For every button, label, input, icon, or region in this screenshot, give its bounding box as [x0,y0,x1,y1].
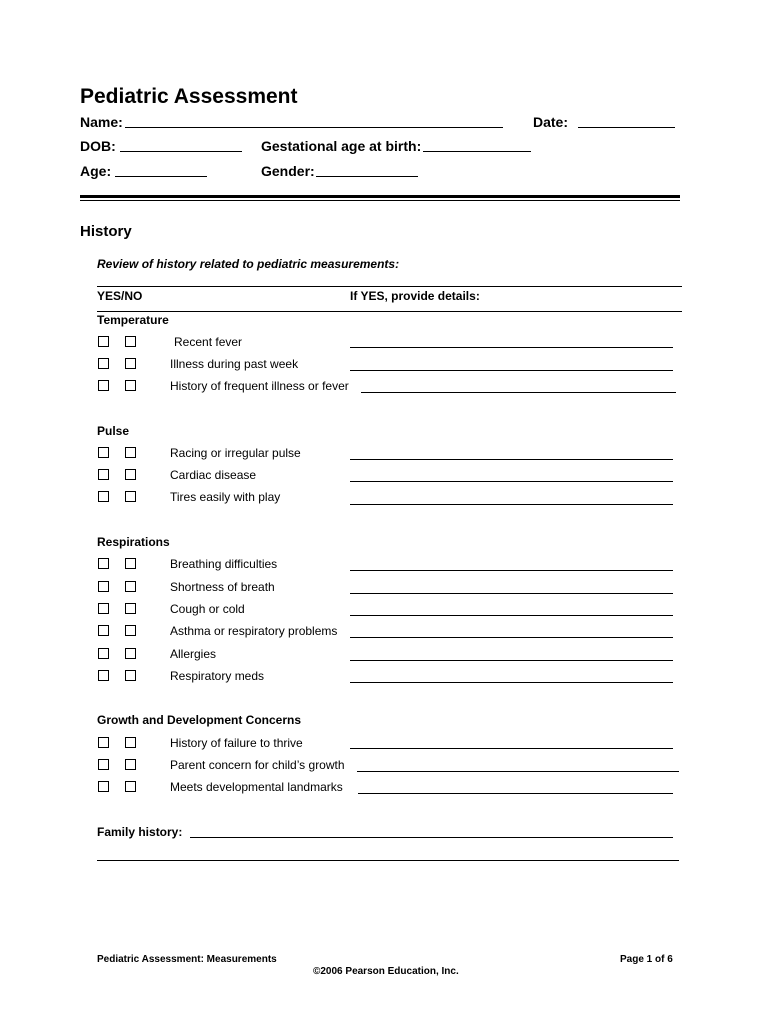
family-history-field-line2[interactable] [97,860,679,861]
yes-checkbox[interactable] [98,648,109,659]
no-checkbox[interactable] [125,581,136,592]
details-field[interactable] [350,660,673,661]
item-label: History of failure to thrive [170,736,303,750]
history-instruction: Review of history related to pediatric measurements: [97,257,400,271]
gestational-age-field[interactable] [423,151,531,152]
no-checkbox[interactable] [125,469,136,480]
name-label: Name: [80,114,123,130]
footer-page-number: Page 1 of 6 [620,954,673,965]
table-top-rule [97,286,682,287]
details-field[interactable] [350,370,673,371]
details-field[interactable] [350,615,673,616]
yes-checkbox[interactable] [98,625,109,636]
gender-field[interactable] [316,176,418,177]
item-label: Meets developmental landmarks [170,780,343,794]
item-label: Cough or cold [170,602,245,616]
yes-checkbox[interactable] [98,558,109,569]
no-checkbox[interactable] [125,759,136,770]
section-pulse: Pulse [97,424,130,438]
yes-checkbox[interactable] [98,491,109,502]
dob-field[interactable] [120,151,242,152]
age-field[interactable] [115,176,207,177]
item-label: Cardiac disease [170,468,257,482]
yes-checkbox[interactable] [98,737,109,748]
item-label: Parent concern for child’s growth [170,758,345,772]
item-label: Asthma or respiratory problems [170,624,338,638]
no-checkbox[interactable] [125,648,136,659]
yes-checkbox[interactable] [98,759,109,770]
family-history-label: Family history: [97,825,183,839]
details-field[interactable] [350,504,673,505]
item-label: Illness during past week [170,357,299,371]
footer-left: Pediatric Assessment: Measurements [97,954,277,965]
yes-checkbox[interactable] [98,336,109,347]
details-field[interactable] [350,347,673,348]
item-label: Breathing difficulties [170,557,278,571]
details-field[interactable] [350,748,673,749]
date-field[interactable] [578,127,675,128]
no-checkbox[interactable] [125,358,136,369]
yes-checkbox[interactable] [98,603,109,614]
no-checkbox[interactable] [125,447,136,458]
name-field[interactable] [125,127,503,128]
details-field[interactable] [357,771,679,772]
item-label: Recent fever [174,335,243,349]
no-checkbox[interactable] [125,380,136,391]
section-respirations: Respirations [97,535,170,549]
details-field[interactable] [350,459,673,460]
header-divider [80,195,680,198]
item-label: Respiratory meds [170,669,265,683]
yes-checkbox[interactable] [98,581,109,592]
no-checkbox[interactable] [125,336,136,347]
history-heading: History [80,223,132,240]
no-checkbox[interactable] [125,491,136,502]
table-header-rule [97,311,682,312]
age-label: Age: [80,163,112,179]
yes-checkbox[interactable] [98,670,109,681]
details-field[interactable] [350,593,673,594]
section-temperature: Temperature [97,313,169,327]
col-details: If YES, provide details: [350,289,480,303]
no-checkbox[interactable] [125,625,136,636]
section-growth-development: Growth and Development Concerns [97,713,302,727]
yes-checkbox[interactable] [98,469,109,480]
details-field[interactable] [350,682,673,683]
item-label: History of frequent illness or fever [170,379,349,393]
yes-checkbox[interactable] [98,447,109,458]
gestational-age-label: Gestational age at birth: [261,138,422,154]
page-title: Pediatric Assessment [80,85,298,108]
yes-checkbox[interactable] [98,380,109,391]
yes-checkbox[interactable] [98,358,109,369]
gender-label: Gender: [261,163,315,179]
no-checkbox[interactable] [125,558,136,569]
footer-copyright: ©2006 Pearson Education, Inc. [313,966,459,977]
details-field[interactable] [350,570,673,571]
col-yes-no: YES/NO [97,289,143,303]
item-label: Racing or irregular pulse [170,446,301,460]
dob-label: DOB: [80,138,116,154]
family-history-field[interactable] [190,837,673,838]
no-checkbox[interactable] [125,781,136,792]
details-field[interactable] [358,793,673,794]
details-field[interactable] [361,392,676,393]
no-checkbox[interactable] [125,603,136,614]
item-label: Allergies [170,647,217,661]
no-checkbox[interactable] [125,670,136,681]
yes-checkbox[interactable] [98,781,109,792]
item-label: Tires easily with play [170,490,281,504]
no-checkbox[interactable] [125,737,136,748]
details-field[interactable] [350,481,673,482]
date-label: Date: [533,114,569,130]
details-field[interactable] [350,637,673,638]
item-label: Shortness of breath [170,580,275,594]
header-divider-thin [80,200,680,201]
